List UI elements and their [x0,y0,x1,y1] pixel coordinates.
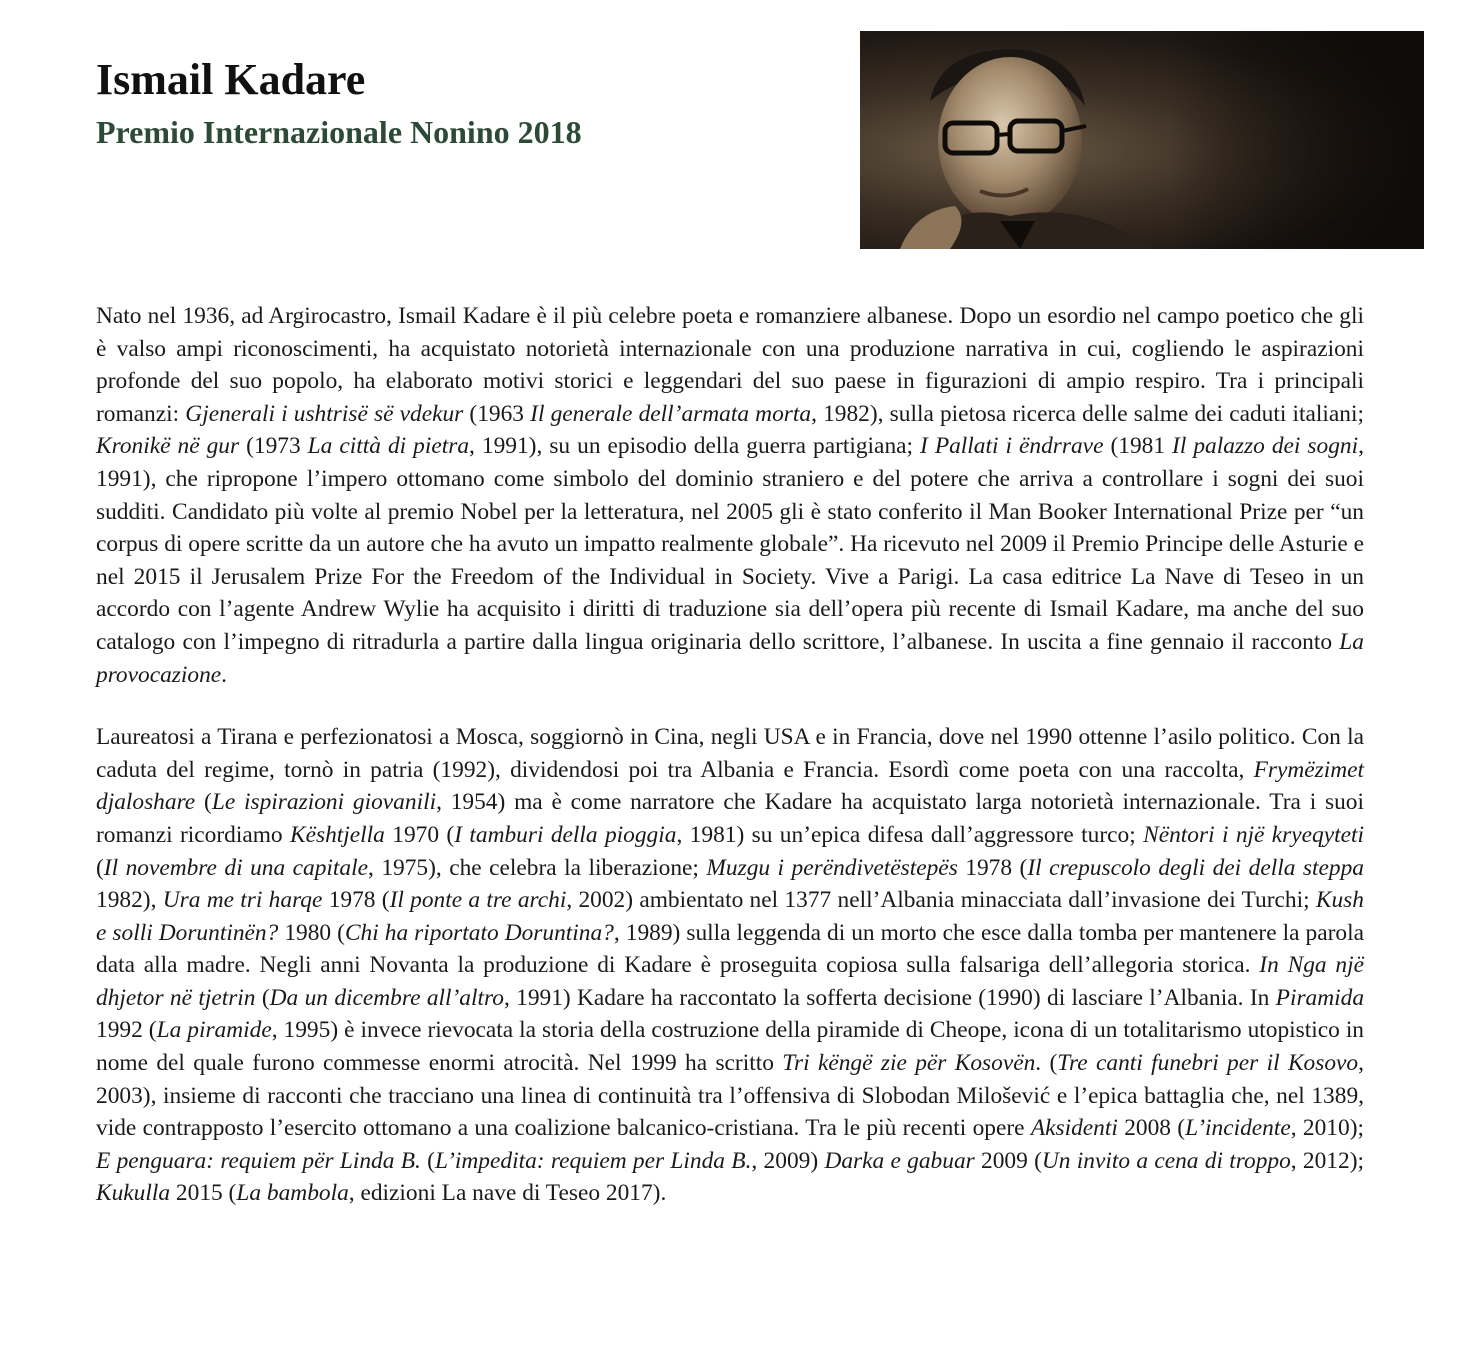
text-run: , 1995) è invece rievocata la storia della costruzione della piramide di Cheope, icona di un totalitarismo utopistico in nome del quale furono commesse enormi atrocità. Nel 1999 ha scritto [96,1017,1365,1077]
text-run: ( [195,789,212,816]
italic-title: Il ponte a tre archi [389,887,567,914]
text-run: , 1975), che celebra la liberazione; [368,854,707,881]
text-run: . [221,661,228,688]
text-run: (1963 [463,400,531,427]
italic-title: La bambola [236,1180,349,1207]
italic-title: E penguara: requiem për Linda B. [96,1147,421,1174]
italic-title: Le ispirazioni giovanili [211,789,437,816]
italic-title: Kukulla [96,1180,171,1207]
italic-title: Tri këngë zie për Kosovën [782,1050,1036,1077]
text-run: (1973 [239,433,308,460]
text-run: 1978 ( [322,887,390,914]
text-run: 1978 ( [957,854,1028,881]
biography-paragraph-1 [96,300,1364,691]
text-run: 1982), [96,887,163,914]
italic-title: Kështjella [290,821,385,848]
italic-title: Ura me tri harqe [162,887,323,914]
text-run: , 1954) ma è come narratore che Kadare ha acquistato larga notorietà internazionale. Tra i suoi romanzi ricordiamo [96,789,1364,848]
italic-title: Piramida [1275,984,1365,1011]
text-run: 2009 ( [974,1147,1042,1174]
italic-title: Muzgu i perëndivetëstepës [706,854,958,881]
biography-text [96,300,1364,1210]
italic-title: Frymëzimet djaloshare [96,756,1364,816]
italic-title: L’impedita: requiem per Linda B. [434,1147,752,1174]
author-portrait-photo [860,31,1424,249]
text-run: , 1991), che ripropone l’impero ottomano come simbolo del dominio straniero e del potere che arriva a controllare i sogni dei suoi sudditi. Candidato più volte al premio Nobel per la letteratura, nel 2005 gli è stato conferito il Man Booker International Prize per “un corpus di opere scritte da un autore che ha avuto un impatto realmente globale”. Ha ricevuto nel 2009 il Premio Principe delle Asturie e nel 2015 il Jerusalem Prize For the Freedom of the Individual in Society. Vive a Parigi. La casa editrice La Nave di Teseo in un accordo con l’agente Andrew Wylie ha acquisito i diritti di traduzione sia dell’opera più recente di Ismail Kadare, ma anche del suo catalogo con l’impegno di ritradurla a partire dalla lingua originaria dello scrittore, l’albanese. In uscita a fine gennaio il racconto [96,433,1364,655]
text-run: , 1981) su un’epica difesa dall’aggressore turco; [676,821,1144,848]
text-run: 2015 ( [170,1180,237,1207]
text-run: , 1991), su un episodio della guerra partigiana; [469,433,921,460]
text-run: 1980 ( [278,919,345,946]
italic-title: Tre canti funebri per il Kosovo [1057,1050,1359,1077]
text-run: 1970 ( [384,821,455,848]
text-run: ( [255,984,270,1011]
italic-title: Il generale dell’armata morta [530,400,812,427]
portrait-illustration [860,31,1424,249]
italic-title: Darka e gabuar [824,1147,975,1174]
text-run: ( [96,854,104,881]
italic-title: Kush e solli Doruntinën? [96,887,1364,946]
italic-title: Un invito a cena di troppo [1041,1147,1291,1174]
text-run: (1981 [1103,433,1173,460]
italic-title: Il crepuscolo degli dei della steppa [1027,854,1364,881]
text-run: Laureatosi a Tirana e perfezionatosi a Mosca, soggiornò in Cina, negli USA e in Francia, dove nel 1990 ottenne l’asilo politico. Con la caduta del regime, tornò in patria (1992), dividendosi poi tra Albania e Francia. Esordì come poeta con una raccolta, [96,724,1364,783]
text-run: , 1989) sulla leggenda di un morto che esce dalla tomba per mantenere la parola data alla madre. Negli anni Novanta la produzione di Kadare è proseguita copiosa sulla falsariga dell’allegoria storica. [96,919,1364,979]
italic-title: Gjenerali i ushtrisë së vdekur [185,400,464,427]
text-run: , 2009) [751,1147,825,1174]
text-run: ( [420,1147,435,1174]
italic-title: Kronikë në gur [96,433,240,460]
italic-title: Il palazzo dei sogni [1172,433,1359,460]
text-run: . ( [1035,1050,1058,1077]
text-run: , 1991) Kadare ha raccontato la sofferta decisione (1990) di lasciare l’Albania. In [503,984,1276,1011]
italic-title: Nëntori i një kryeqyteti [1143,821,1365,848]
text-run: , 2012); [1290,1147,1364,1174]
text-run: Nato nel 1936, ad Argirocastro, Ismail Kadare è il più celebre poeta e romanziere albanese. Dopo un esordio nel campo poetico che gli è valso ampi riconoscimenti, ha acquistato notorietà internazionale con una produzione narrativa in cui, cogliendo le aspirazioni profonde del suo popolo, ha elaborato motivi storici e leggendari del suo paese in figurazioni di ampio respiro. Tra i principali romanzi: [96,303,1364,427]
text-run: , 2010); [1290,1115,1364,1142]
italic-title: In Nga një dhjetor në tjetrin [96,952,1364,1011]
italic-title: I Pallati i ëndrrave [920,433,1104,460]
italic-title: Aksidenti [1030,1115,1118,1142]
italic-title: La piramide [156,1017,272,1044]
page-title: Ismail Kadare [96,55,366,104]
italic-title: La provocazione [96,628,1364,688]
text-run: , edizioni La nave di Teseo 2017). [348,1180,667,1207]
text-run: , 1982), sulla pietosa ricerca delle salme dei caduti italiani; [811,400,1364,427]
text-run: , 2003), insieme di racconti che tracciano una linea di continuità tra l’offensiva di Slobodan Milošević e l’epica battaglia che, nel 1389, vide contrapposto l’esercito ottomano a una coalizione balcanico-cristiana. Tra le più recenti opere [96,1050,1364,1142]
italic-title: La città di pietra [307,433,470,460]
text-run: 1992 ( [96,1017,157,1044]
biography-paragraph-2 [96,721,1364,1210]
italic-title: Da un dicembre all’altro [269,984,504,1011]
text-run: 2008 ( [1117,1115,1186,1142]
italic-title: Chi ha riportato Doruntina? [344,919,614,946]
italic-title: Il novembre di una capitale [103,854,368,881]
italic-title: L’incidente [1185,1115,1291,1142]
text-run: , 2002) ambientato nel 1377 nell’Albania minacciata dall’invasione dei Turchi; [566,887,1316,914]
page-subtitle: Premio Internazionale Nonino 2018 [96,114,582,150]
italic-title: I tamburi della pioggia [454,821,677,848]
